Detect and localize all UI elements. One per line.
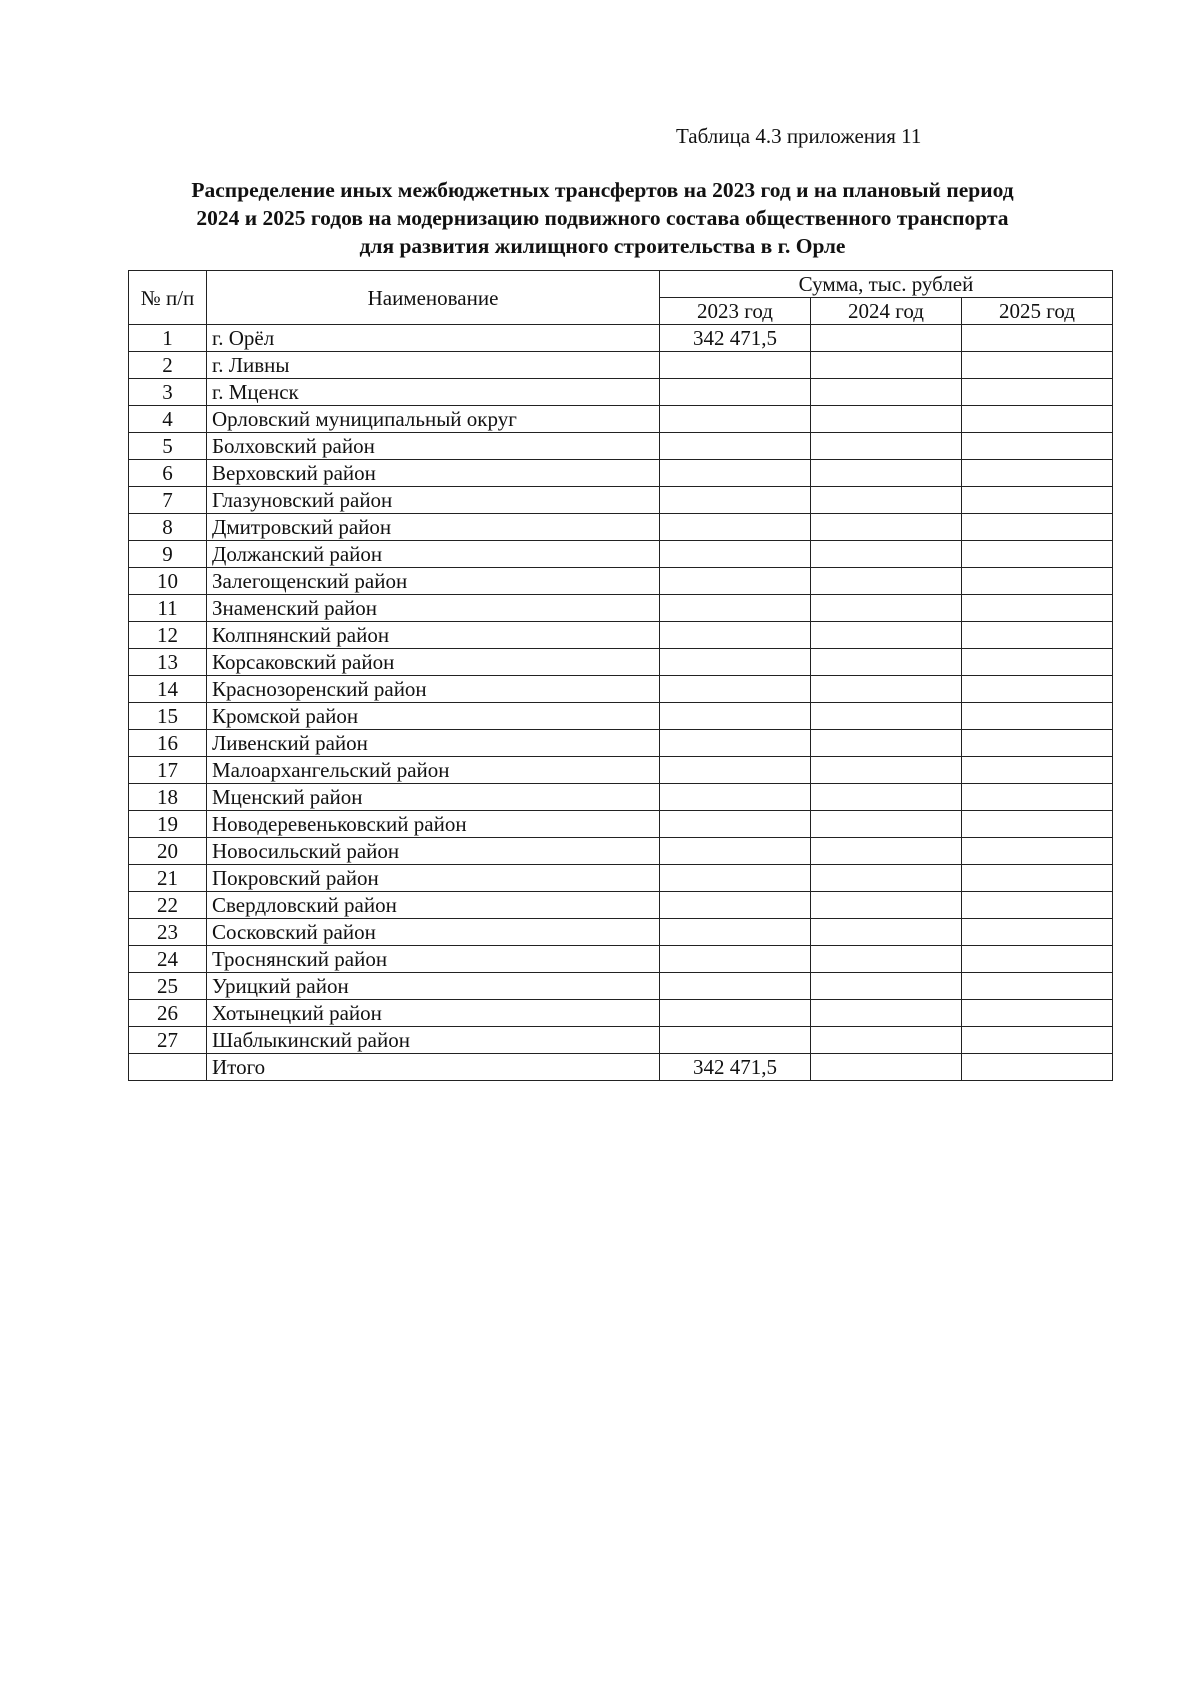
row-number: 24: [129, 946, 207, 973]
table-row: [129, 1027, 1113, 1054]
row-value-2025: [962, 649, 1113, 676]
row-number: 6: [129, 460, 207, 487]
row-value-2024: [811, 622, 962, 649]
row-value-2025: [962, 784, 1113, 811]
row-name: Новосильский район: [207, 838, 660, 865]
row-value-2024: [811, 595, 962, 622]
row-number: 16: [129, 730, 207, 757]
row-name: г. Ливны: [207, 352, 660, 379]
table-row: [129, 568, 1113, 595]
row-value-2025: [962, 541, 1113, 568]
table-body: [129, 325, 1113, 1054]
row-value-2024: [811, 703, 962, 730]
row-value-2023: [660, 973, 811, 1000]
row-number: 25: [129, 973, 207, 1000]
row-number: 11: [129, 595, 207, 622]
title-line-1: Распределение иных межбюджетных трансфертов на 2023 год и на плановый период: [191, 178, 1014, 202]
row-value-2025: [962, 433, 1113, 460]
total-row: [129, 1054, 1113, 1081]
row-value-2025: [962, 676, 1113, 703]
table-caption: Таблица 4.3 приложения 11: [676, 124, 922, 148]
row-name: Шаблыкинский район: [207, 1027, 660, 1054]
row-value-2023: [660, 460, 811, 487]
row-value-2025: [962, 892, 1113, 919]
row-number: 18: [129, 784, 207, 811]
row-name: Малоархангельский район: [207, 757, 660, 784]
row-name: Знаменский район: [207, 595, 660, 622]
row-value-2024: [811, 325, 962, 352]
row-name: Хотынецкий район: [207, 1000, 660, 1027]
row-value-2024: [811, 892, 962, 919]
row-name: Залегощенский район: [207, 568, 660, 595]
row-value-2025: [962, 811, 1113, 838]
table-row: [129, 973, 1113, 1000]
row-value-2023: [660, 433, 811, 460]
row-name: Покровский район: [207, 865, 660, 892]
row-value-2023: [660, 487, 811, 514]
row-value-2024: [811, 1000, 962, 1027]
table-row: [129, 460, 1113, 487]
row-value-2023: [660, 622, 811, 649]
table-row: [129, 703, 1113, 730]
document-title: [120, 176, 1085, 260]
row-value-2024: [811, 919, 962, 946]
table-row: [129, 595, 1113, 622]
table-row: [129, 892, 1113, 919]
row-number: 12: [129, 622, 207, 649]
row-number: 10: [129, 568, 207, 595]
row-value-2023: [660, 568, 811, 595]
header-year-2025: 2025 год: [962, 298, 1113, 325]
row-value-2024: [811, 1027, 962, 1054]
row-name: Глазуновский район: [207, 487, 660, 514]
row-name: Краснозоренский район: [207, 676, 660, 703]
row-name: Орловский муниципальный округ: [207, 406, 660, 433]
row-value-2023: [660, 352, 811, 379]
row-value-2025: [962, 865, 1113, 892]
row-number: 13: [129, 649, 207, 676]
row-value-2023: [660, 649, 811, 676]
row-value-2025: [962, 406, 1113, 433]
header-name: Наименование: [207, 271, 660, 325]
row-value-2024: [811, 433, 962, 460]
row-value-2025: [962, 973, 1113, 1000]
row-name: Колпнянский район: [207, 622, 660, 649]
row-value-2023: [660, 703, 811, 730]
row-value-2023: 342 471,5: [660, 325, 811, 352]
row-number: 7: [129, 487, 207, 514]
row-number: 4: [129, 406, 207, 433]
row-value-2023: [660, 730, 811, 757]
row-value-2023: [660, 406, 811, 433]
row-value-2024: [811, 541, 962, 568]
row-number: 19: [129, 811, 207, 838]
table-row: [129, 325, 1113, 352]
table-row: [129, 487, 1113, 514]
row-value-2023: [660, 838, 811, 865]
total-no: [129, 1054, 207, 1081]
row-number: 26: [129, 1000, 207, 1027]
row-value-2024: [811, 568, 962, 595]
row-value-2023: [660, 595, 811, 622]
title-line-3: для развития жилищного строительства в г. Орле: [359, 234, 846, 258]
row-name: Новодеревеньковский район: [207, 811, 660, 838]
row-number: 9: [129, 541, 207, 568]
row-value-2023: [660, 1000, 811, 1027]
row-value-2024: [811, 676, 962, 703]
row-number: 20: [129, 838, 207, 865]
table-row: [129, 433, 1113, 460]
title-line-2: 2024 и 2025 годов на модернизацию подвижного состава общественного транспорта: [196, 206, 1009, 230]
row-value-2025: [962, 595, 1113, 622]
row-value-2023: [660, 784, 811, 811]
row-name: Кромской район: [207, 703, 660, 730]
row-value-2024: [811, 406, 962, 433]
row-value-2024: [811, 730, 962, 757]
row-value-2023: [660, 676, 811, 703]
row-value-2025: [962, 325, 1113, 352]
table-row: [129, 784, 1113, 811]
row-name: Мценский район: [207, 784, 660, 811]
total-label: Итого: [207, 1054, 660, 1081]
row-value-2025: [962, 838, 1113, 865]
table-row: [129, 1000, 1113, 1027]
row-value-2023: [660, 865, 811, 892]
row-name: г. Мценск: [207, 379, 660, 406]
row-value-2025: [962, 514, 1113, 541]
row-number: 3: [129, 379, 207, 406]
row-number: 21: [129, 865, 207, 892]
row-name: Верховский район: [207, 460, 660, 487]
row-name: Болховский район: [207, 433, 660, 460]
table-row: [129, 514, 1113, 541]
table-row: [129, 352, 1113, 379]
table-row: [129, 649, 1113, 676]
row-value-2024: [811, 973, 962, 1000]
row-value-2025: [962, 1027, 1113, 1054]
row-name: Урицкий район: [207, 973, 660, 1000]
row-number: 14: [129, 676, 207, 703]
table-row: [129, 676, 1113, 703]
row-value-2024: [811, 649, 962, 676]
row-name: г. Орёл: [207, 325, 660, 352]
header-year-2023: 2023 год: [660, 298, 811, 325]
row-value-2025: [962, 622, 1113, 649]
table-row: [129, 919, 1113, 946]
row-value-2024: [811, 379, 962, 406]
total-2024: [811, 1054, 962, 1081]
row-number: 8: [129, 514, 207, 541]
table-row: [129, 811, 1113, 838]
header-year-2024: 2024 год: [811, 298, 962, 325]
header-no: № п/п: [129, 271, 207, 325]
row-value-2024: [811, 784, 962, 811]
row-number: 2: [129, 352, 207, 379]
header-row-1: [129, 271, 1113, 298]
table-row: [129, 541, 1113, 568]
row-value-2023: [660, 946, 811, 973]
row-value-2024: [811, 460, 962, 487]
row-value-2025: [962, 919, 1113, 946]
table-row: [129, 865, 1113, 892]
row-value-2023: [660, 811, 811, 838]
row-value-2024: [811, 946, 962, 973]
row-value-2025: [962, 379, 1113, 406]
table-row: [129, 406, 1113, 433]
row-value-2023: [660, 757, 811, 784]
table-row: [129, 838, 1113, 865]
header-sum-group: Сумма, тыс. рублей: [660, 271, 1113, 298]
row-number: 15: [129, 703, 207, 730]
row-value-2025: [962, 1000, 1113, 1027]
row-number: 1: [129, 325, 207, 352]
row-number: 23: [129, 919, 207, 946]
row-number: 22: [129, 892, 207, 919]
row-value-2023: [660, 919, 811, 946]
row-value-2024: [811, 352, 962, 379]
table-row: [129, 622, 1113, 649]
row-value-2024: [811, 838, 962, 865]
row-value-2023: [660, 514, 811, 541]
row-value-2023: [660, 379, 811, 406]
row-value-2023: [660, 892, 811, 919]
total-2023: 342 471,5: [660, 1054, 811, 1081]
row-value-2025: [962, 946, 1113, 973]
row-name: Свердловский район: [207, 892, 660, 919]
total-2025: [962, 1054, 1113, 1081]
row-name: Должанский район: [207, 541, 660, 568]
row-value-2025: [962, 487, 1113, 514]
row-value-2024: [811, 487, 962, 514]
distribution-table: [128, 270, 1113, 1081]
row-value-2023: [660, 541, 811, 568]
row-name: Корсаковский район: [207, 649, 660, 676]
row-value-2023: [660, 1027, 811, 1054]
row-name: Дмитровский район: [207, 514, 660, 541]
row-name: Сосковский район: [207, 919, 660, 946]
row-value-2025: [962, 730, 1113, 757]
row-name: Ливенский район: [207, 730, 660, 757]
row-value-2024: [811, 757, 962, 784]
table-row: [129, 730, 1113, 757]
row-name: Троснянский район: [207, 946, 660, 973]
row-value-2025: [962, 352, 1113, 379]
row-value-2024: [811, 865, 962, 892]
table-row: [129, 379, 1113, 406]
row-value-2025: [962, 460, 1113, 487]
table-row: [129, 757, 1113, 784]
row-value-2025: [962, 568, 1113, 595]
row-value-2024: [811, 514, 962, 541]
row-value-2024: [811, 811, 962, 838]
row-number: 17: [129, 757, 207, 784]
row-value-2025: [962, 757, 1113, 784]
table-row: [129, 946, 1113, 973]
row-value-2025: [962, 703, 1113, 730]
row-number: 27: [129, 1027, 207, 1054]
row-number: 5: [129, 433, 207, 460]
